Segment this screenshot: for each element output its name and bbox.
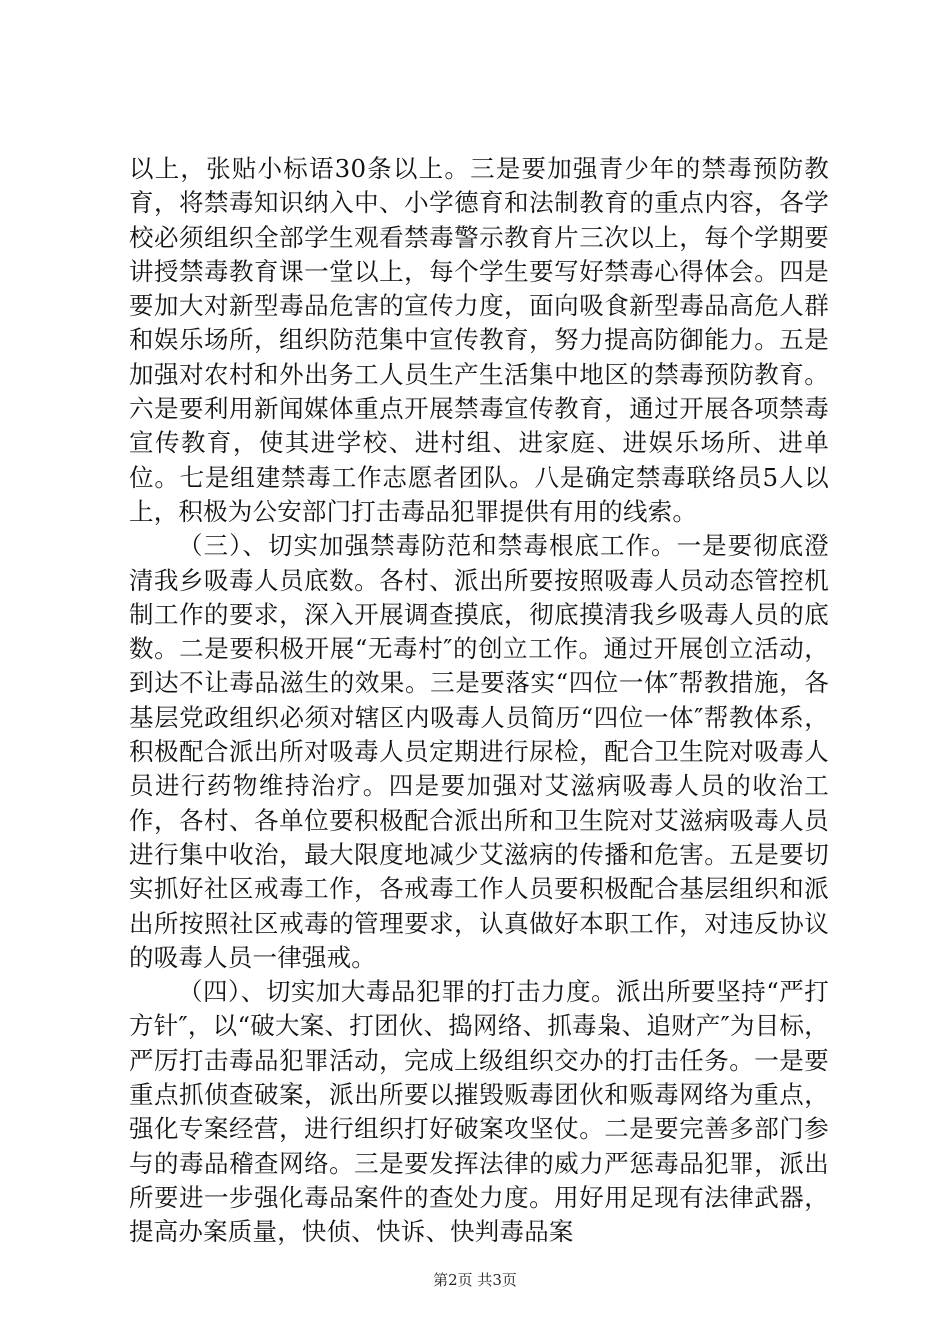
paragraph-continuation: 以上，张贴小标语30条以上。三是要加强青少年的禁毒预防教育，将禁毒知识纳入中、小学德育和法制教育的重点内容，各学校必须组织全部学生观看禁毒警示教育片三次以上，每个学期要讲授禁毒教育课一堂以上，每个学生要写好禁毒心得体会。四是要加大对新型毒品危害的宣传力度，面向吸食新型毒品高危人群和娱乐场所，组织防范集中宣传教育，努力提高防御能力。五是加强对农村和外出务工人员生产生活集中地区的禁毒预防教育。六是要利用新闻媒体重点开展禁毒宣传教育，通过开展各项禁毒宣传教育，使其进学校、进村组、进家庭、进娱乐场所、进单位。七是组建禁毒工作志愿者团队。八是确定禁毒联络员5人以上，积极为公安部门打击毒品犯罪提供有用的线索。	[129, 154, 829, 526]
paragraph-section-four: （四）、切实加大毒品犯罪的打击力度。派出所要坚持“严打方针″，以“破大案、打团伙、捣网络、抓毒枭、追财产″为目标，严厉打击毒品犯罪活动，完成上级组织交办的打击任务。一是要重点抓侦查破案，派出所要以摧毁贩毒团伙和贩毒网络为重点，强化专案经营，进行组织打好破案攻坚仗。二是要完善多部门参与的毒品稽查网络。三是要发挥法律的威力严惩毒品犯罪，派出所要进一步强化毒品案件的查处力度。用好用足现有法律武器，提高办案质量，快侦、快诉、快判毒品案	[129, 977, 829, 1247]
document-body	[129, 152, 829, 1250]
paragraph-section-three: （三）、切实加强禁毒防范和禁毒根底工作。一是要彻底澄清我乡吸毒人员底数。各村、派出所要按照吸毒人员动态管控机制工作的要求，深入开展调查摸底，彻底摸清我乡吸毒人员的底数。二是要积极开展“无毒村″的创立工作。通过开展创立活动，到达不让毒品滋生的效果。三是要落实“四位一体″帮教措施，各基层党政组织必须对辖区内吸毒人员简历“四位一体″帮教体系，积极配合派出所对吸毒人员定期进行尿检，配合卫生院对吸毒人员进行药物维持治疗。四是要加强对艾滋病吸毒人员的收治工作，各村、各单位要积极配合派出所和卫生院对艾滋病吸毒人员进行集中收治，最大限度地减少艾滋病的传播和危害。五是要切实抓好社区戒毒工作，各戒毒工作人员要积极配合基层组织和派出所按照社区戒毒的管理要求，认真做好本职工作，对违反协议的吸毒人员一律强戒。	[129, 531, 829, 972]
page-footer: 第2页 共3页	[433, 1271, 517, 1289]
